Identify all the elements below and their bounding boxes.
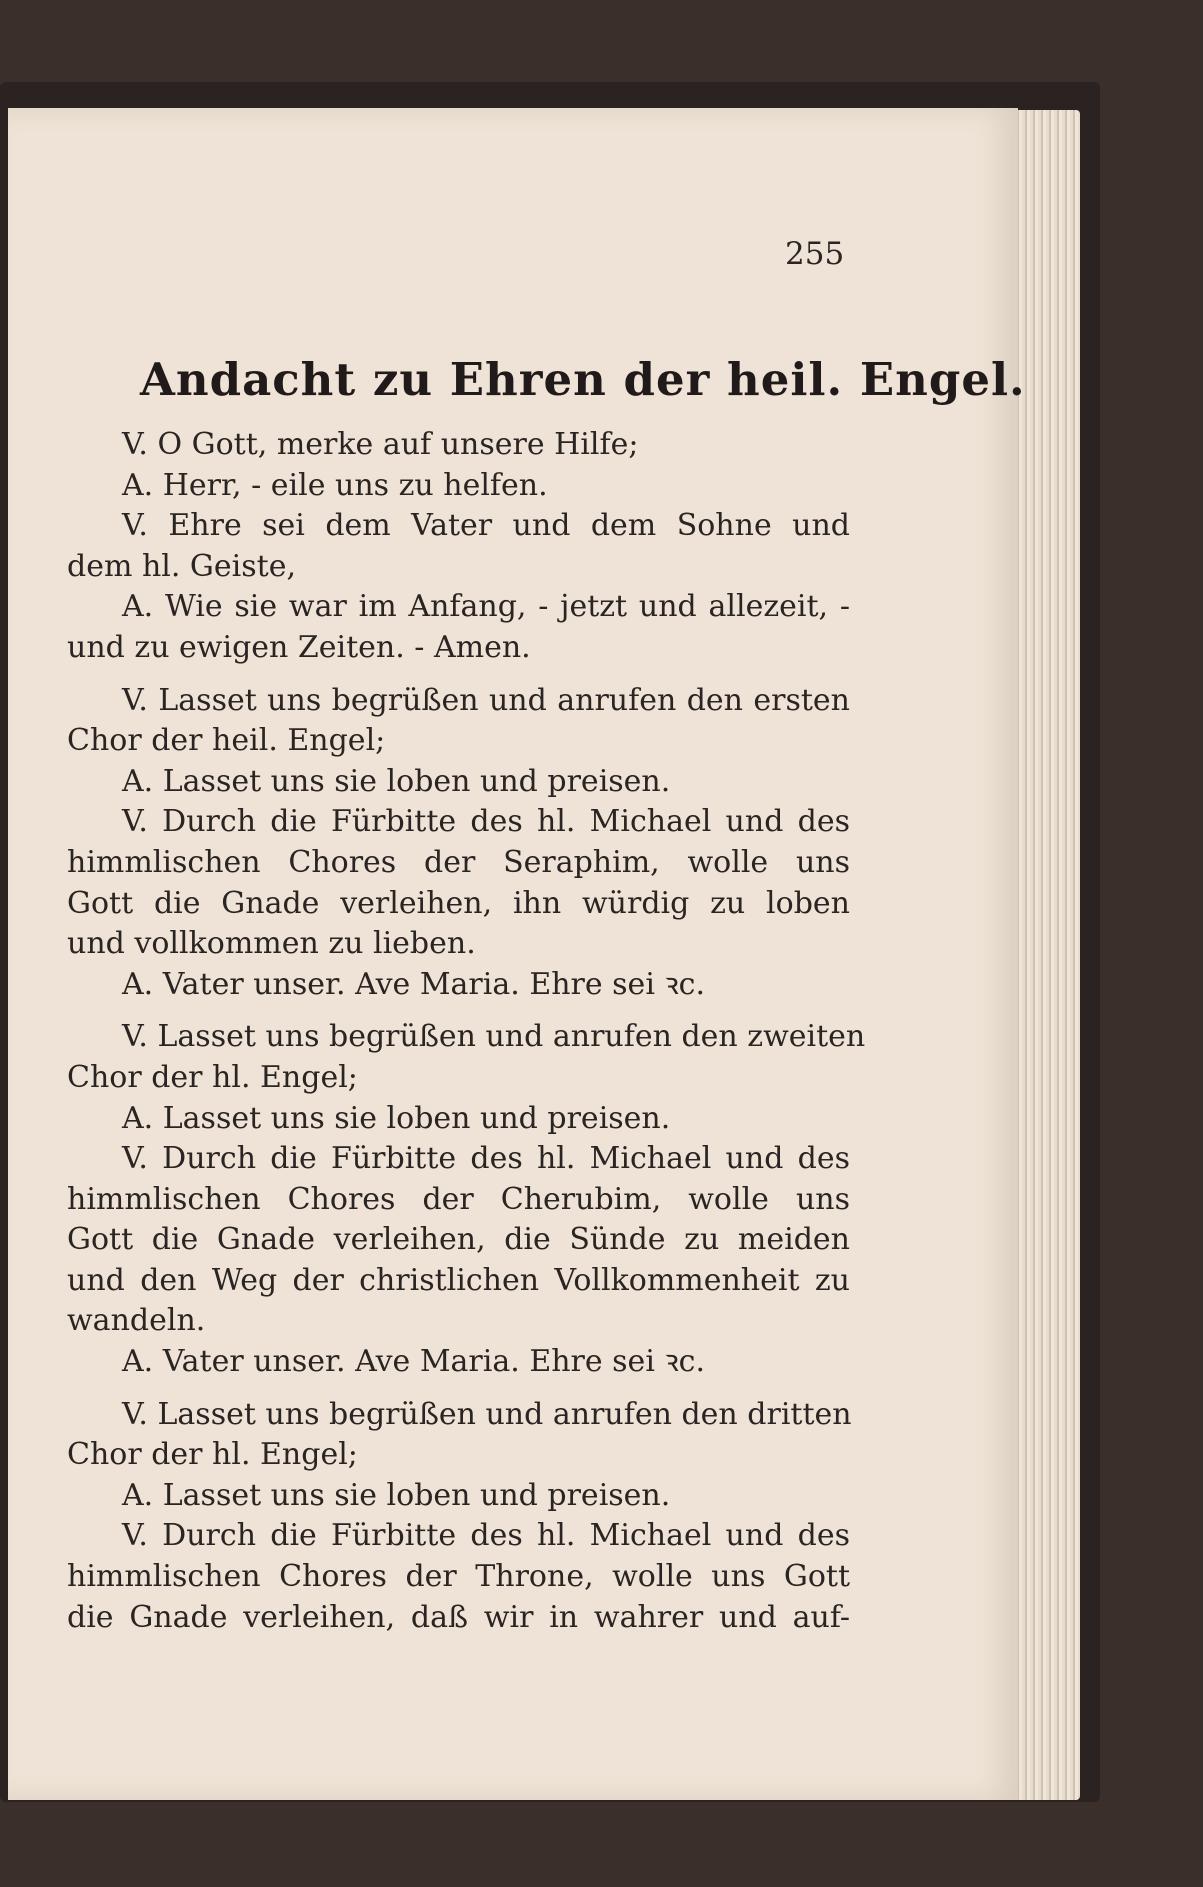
text-line: V. Durch die Fürbitte des hl. Michael und des [122, 1518, 850, 1554]
text-line: wandeln. [67, 1303, 206, 1339]
text-line: V. O Gott, merke auf unsere Hilfe; [122, 427, 639, 462]
text-line: A. Lasset uns sie loben und preisen. [122, 763, 671, 799]
prayer-text [67, 425, 866, 1638]
text-line: V. Lasset uns begrüßen und anrufen den ersten [122, 682, 850, 718]
text-line: A. Vater unser. Ave Maria. Ehre sei ꝛc. [122, 1344, 706, 1380]
text-line: und vollkommen zu lieben. [67, 926, 476, 962]
text-line: Chor der heil. Engel; [67, 723, 386, 759]
text-line: und zu ewigen Zeiten. - Amen. [67, 629, 531, 665]
text-line: V. Durch die Fürbitte des hl. Michael und des [122, 804, 850, 840]
text-line: himmlischen Chores der Cherubim, wolle uns [67, 1181, 850, 1217]
page-number: 255 [785, 236, 845, 272]
text-line: Chor der hl. Engel; [67, 1437, 358, 1473]
text-line: A. Wie sie war im Anfang, - jetzt und allezeit, - [122, 589, 850, 625]
text-line: A. Lasset uns sie loben und preisen. [122, 1100, 671, 1136]
text-line: A. Vater unser. Ave Maria. Ehre sei ꝛc. [122, 966, 706, 1002]
text-line: Chor der hl. Engel; [67, 1059, 358, 1095]
text-line: Gott die Gnade verleihen, die Sünde zu meiden [67, 1222, 850, 1258]
text-line: und den Weg der christlichen Vollkommenheit zu [67, 1262, 850, 1298]
text-line: V. Lasset uns begrüßen und anrufen den dritten [122, 1396, 852, 1432]
text-line: himmlischen Chores der Throne, wolle uns Gott [67, 1559, 850, 1595]
text-line: himmlischen Chores der Seraphim, wolle uns [67, 844, 850, 880]
text-line: A. Herr, - eile uns zu helfen. [122, 467, 548, 503]
text-line: V. Lasset uns begrüßen und anrufen den zweiten [122, 1019, 866, 1055]
text-line: die Gnade verleihen, daß wir in wahrer und auf- [67, 1599, 850, 1635]
text-line: V. Ehre sei dem Vater und dem Sohne und [122, 508, 850, 544]
text-line: A. Lasset uns sie loben und preisen. [122, 1477, 671, 1513]
text-line: dem hl. Geiste, [67, 548, 296, 584]
text-line: Gott die Gnade verleihen, ihn würdig zu loben [67, 885, 850, 921]
text-line: V. Durch die Fürbitte des hl. Michael und des [122, 1141, 850, 1177]
page-heading: Andacht zu Ehren der heil. Engel. [140, 353, 1026, 406]
